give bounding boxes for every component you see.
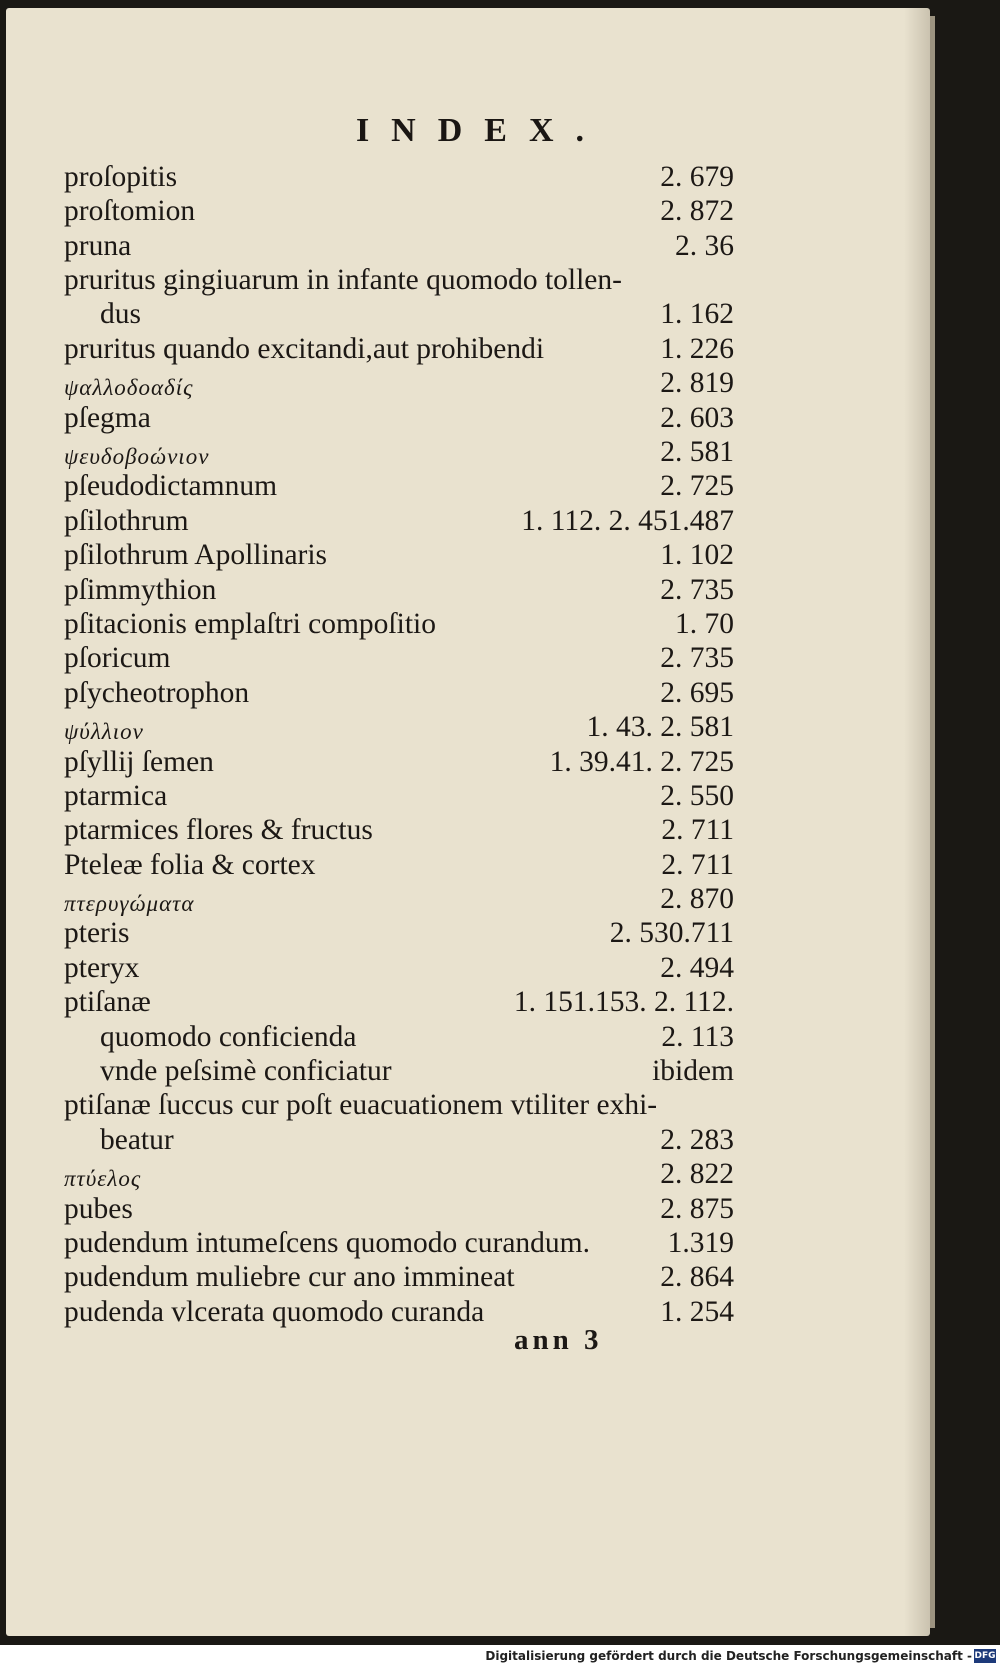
footer-credit: Digitalisierung gefördert durch die Deutsche Forschungsgemeinschaft - (485, 1649, 972, 1663)
index-entry (64, 261, 734, 295)
book-page (6, 8, 930, 1636)
entry-term: pſegma (64, 401, 151, 434)
index-entry-greek (64, 364, 734, 398)
entry-ref: 2. 864 (660, 1261, 734, 1294)
entry-term: quomodo conficienda (100, 1020, 357, 1053)
entry-term: pſeudodictamnum (64, 470, 278, 503)
entry-term: ptiſanæ (64, 986, 151, 1019)
entry-ref: 2. 711 (661, 814, 734, 847)
page-header (6, 112, 930, 150)
index-entry (64, 639, 734, 673)
entry-term: ψύλλιον (64, 718, 144, 744)
index-entry (64, 846, 734, 880)
entry-ref: 1. 43. 2. 581 (586, 711, 734, 744)
index-entry-greek (64, 1155, 734, 1189)
entry-term: pruritus quando excitandi,aut prohibendi (64, 332, 545, 365)
entry-ref: 2. 679 (660, 160, 734, 193)
entry-ref: 2. 711 (661, 848, 734, 881)
index-entry (64, 330, 734, 364)
index-subentry (64, 1018, 734, 1052)
entry-ref: 2. 870 (660, 883, 734, 916)
entry-ref: ibidem (652, 1055, 734, 1088)
index-entry (64, 227, 734, 261)
entry-ref: 2. 113 (661, 1020, 734, 1053)
entry-term: pudenda vlcerata quomodo curanda (64, 1295, 485, 1328)
footer-bar (0, 1645, 1000, 1670)
entry-ref: 2. 695 (660, 676, 734, 709)
entry-term: ptarmica (64, 779, 168, 812)
index-entry (64, 1087, 734, 1121)
index-entry (64, 468, 734, 502)
entry-ref: 1.319 (667, 1227, 734, 1259)
entry-ref: 1. 39.41. 2. 725 (549, 745, 734, 778)
entry-term: ptiſanæ ſuccus cur poſt euacuationem vtiliter exhi- (64, 1089, 658, 1122)
index-entry (64, 399, 734, 433)
index-entry (64, 158, 734, 192)
entry-ref: 2. 494 (660, 951, 734, 984)
entry-ref: 1. 70 (675, 607, 734, 640)
entry-ref: 1. 254 (660, 1295, 734, 1328)
index-entry (64, 536, 734, 570)
index-subentry (64, 1052, 734, 1086)
entry-term: pruna (64, 229, 132, 262)
entry-ref: 2. 875 (660, 1192, 734, 1225)
catchword: ann 3 (514, 1324, 603, 1356)
entry-term: pteryx (64, 951, 140, 984)
page-edge (930, 16, 935, 1628)
dfg-logo-icon: DFG (974, 1651, 996, 1661)
entry-term: πτερυγώματα (64, 890, 195, 916)
entry-term: dus (100, 298, 141, 331)
entry-ref: 2. 735 (660, 642, 734, 675)
entry-term: pudendum muliebre cur ano immineat (64, 1261, 515, 1294)
entry-ref: 2. 735 (660, 573, 734, 606)
entry-ref: 2. 822 (660, 1158, 734, 1191)
entry-term: pſimmythion (64, 573, 217, 606)
entry-term: pſyllij ſemen (64, 745, 214, 778)
entry-ref: 1. 151.153. 2. 112. (513, 986, 734, 1019)
index-entry-continuation (64, 1121, 734, 1155)
index-entry (64, 1293, 734, 1327)
entry-term: pſilothrum (64, 504, 189, 537)
header-text: INDEX. (355, 112, 607, 149)
entry-ref: 2. 283 (660, 1123, 734, 1156)
entry-term: ψευδοβοώνιον (64, 443, 210, 469)
index-entry-greek (64, 433, 734, 467)
entry-term: pruritus gingiuarum in infante quomodo tollen- (64, 264, 622, 297)
entry-term: pudendum intumeſcens quomodo curandum. (64, 1227, 590, 1259)
entry-term: pſitacionis emplaſtri compoſitio (64, 607, 436, 640)
entry-term: πτύελος (64, 1165, 142, 1191)
entry-term: vnde peſsimè conficiatur (100, 1055, 392, 1088)
entry-ref: 2. 550 (660, 779, 734, 812)
entry-term: ψαλλοδοαδίς (64, 374, 194, 400)
entry-ref: 1. 162 (660, 298, 734, 331)
index-entry (64, 674, 734, 708)
index-entry (64, 605, 734, 639)
index-entry (64, 983, 734, 1017)
entry-ref: 2. 36 (675, 229, 734, 262)
entry-term: pubes (64, 1192, 133, 1225)
index-entry (64, 1190, 734, 1224)
entry-ref: 2. 581 (660, 436, 734, 469)
index-entry-greek (64, 880, 734, 914)
entry-term: pſoricum (64, 642, 171, 675)
index-entry (64, 743, 734, 777)
index-entry (64, 1224, 734, 1258)
entry-term: Pteleæ folia & cortex (64, 848, 316, 881)
index-entry (64, 1259, 734, 1293)
entry-ref: 2. 725 (660, 470, 734, 503)
entry-ref: 1. 112. 2. 451.487 (521, 504, 734, 537)
entry-term: pteris (64, 917, 130, 950)
entry-term: pſilothrum Apollinaris (64, 539, 328, 572)
entry-term: proſopitis (64, 160, 178, 193)
index-entry (64, 192, 734, 226)
index-entry (64, 502, 734, 536)
entry-ref: 1. 102 (660, 539, 734, 572)
entry-ref: 2. 603 (660, 401, 734, 434)
entry-term: pſycheotrophon (64, 676, 250, 709)
index-entry (64, 571, 734, 605)
index-entry (64, 777, 734, 811)
entry-term: proſtomion (64, 195, 196, 228)
entry-ref: 2. 819 (660, 367, 734, 400)
entry-term: beatur (100, 1123, 174, 1156)
entry-ref: 1. 226 (660, 332, 734, 365)
entry-ref: 2. 872 (660, 195, 734, 228)
entry-term: ptarmices flores & fructus (64, 814, 373, 847)
index-entry (64, 915, 734, 949)
index-entry-continuation (64, 296, 734, 330)
entry-ref: 2. 530.711 (609, 917, 734, 950)
index-entry (64, 811, 734, 845)
index-entries (64, 158, 734, 1327)
index-entry (64, 949, 734, 983)
index-entry-greek (64, 708, 734, 742)
